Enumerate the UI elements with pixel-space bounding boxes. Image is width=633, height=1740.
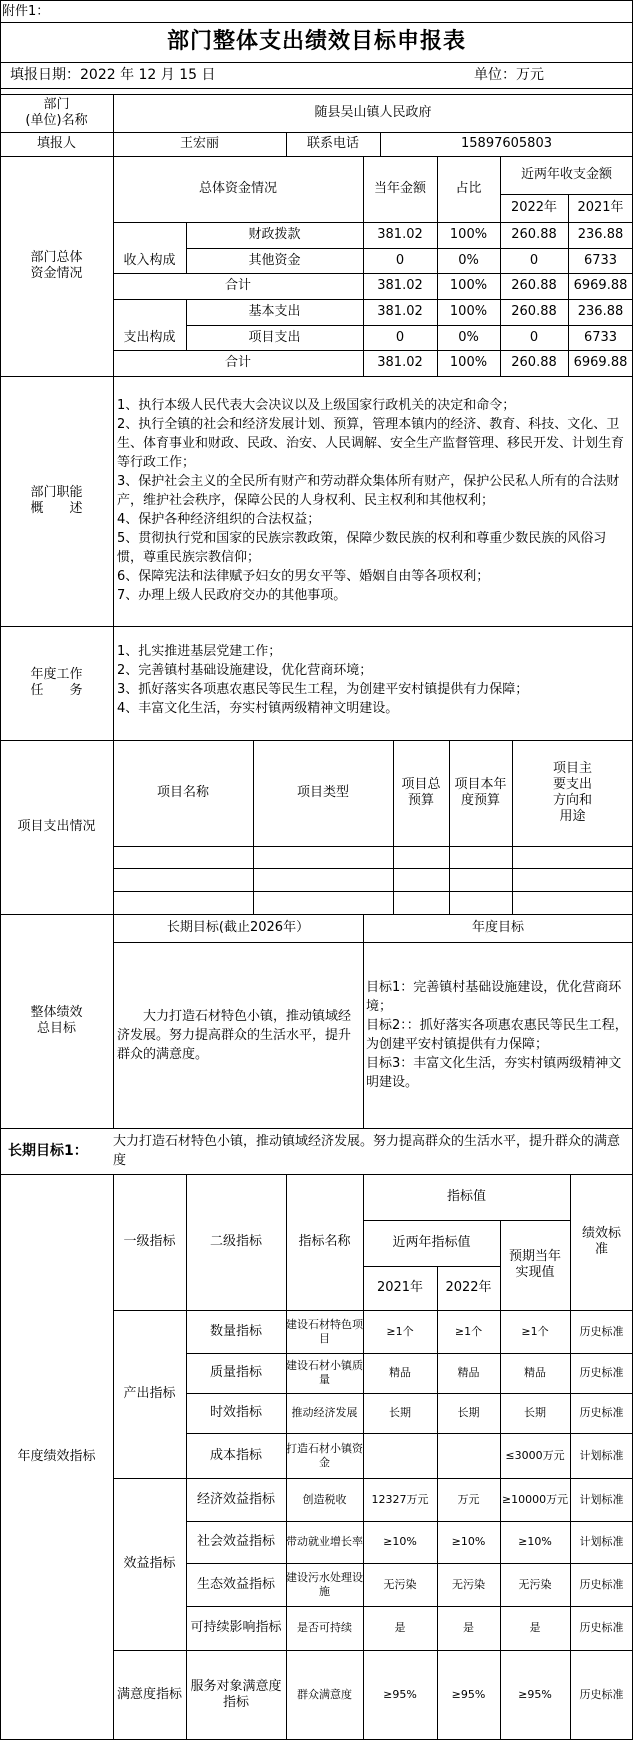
standard-value: 历史标准 bbox=[579, 1366, 624, 1379]
funds-section-label: 部门总体 资金情况 bbox=[30, 250, 83, 281]
expected-value: ≥10% bbox=[518, 1535, 552, 1548]
fund-2021-value: 236.88 bbox=[577, 227, 624, 242]
fund-row-name: 财政拨款 bbox=[248, 227, 301, 242]
level2-indicator: 时效指标 bbox=[209, 1405, 262, 1420]
project-column-header: 项目名称 bbox=[156, 785, 209, 800]
value-2021: ≥10% bbox=[383, 1535, 417, 1548]
expected-value: ≥10000万元 bbox=[501, 1492, 569, 1506]
fund-row-name: 基本支出 bbox=[248, 304, 301, 319]
value-2022: 无污染 bbox=[452, 1577, 485, 1591]
expected-value: ≥95% bbox=[518, 1688, 552, 1701]
level2-indicator: 经济效益指标 bbox=[196, 1491, 275, 1507]
level1-indicator: 产出指标 bbox=[123, 1386, 176, 1401]
list-item: 4、保护各种经济组织的合法权益； bbox=[117, 512, 321, 527]
fund-ratio-value: 0% bbox=[458, 252, 479, 268]
long-goal-1-text: 大力打造石材特色小镇，推动镇域经济发展。努力提高群众的生活水平，提升群众的满意度 bbox=[113, 1134, 621, 1168]
report-date: 填报日期：2022 年 12 月 15 日 bbox=[10, 67, 216, 83]
fund-2022-value: 0 bbox=[529, 252, 539, 268]
standard-header: 绩效标 准 bbox=[581, 1226, 621, 1257]
fund-2021-value: 6733 bbox=[583, 329, 618, 345]
expense-label: 支出构成 bbox=[123, 329, 176, 345]
fund-ratio-value: 100% bbox=[449, 227, 488, 242]
two-year-header: 近两年收支金额 bbox=[520, 167, 612, 182]
goals-label: 整体绩效 总目标 bbox=[30, 1005, 83, 1036]
fund-row-name: 合计 bbox=[224, 278, 251, 293]
value-2022: ≥1个 bbox=[454, 1324, 483, 1338]
projects-label: 项目支出情况 bbox=[17, 819, 96, 834]
fund-current-value: 381.02 bbox=[377, 355, 423, 370]
level2-indicator: 服务对象满意度指标 bbox=[190, 1679, 282, 1710]
value-2021: 精品 bbox=[389, 1366, 411, 1379]
overall-funds-header: 总体资金情况 bbox=[198, 181, 277, 196]
value-2022 bbox=[437, 1433, 500, 1478]
duties-label: 部门职能 概 述 bbox=[30, 485, 83, 516]
list-item: 3、抓好落实各项惠农惠民等民生工程，为创建平安村镇提供有力保障； bbox=[117, 682, 529, 697]
standard-value: 历史标准 bbox=[579, 1406, 624, 1419]
fund-ratio-value: 100% bbox=[449, 355, 488, 370]
annual-text: 目标1：完善镇村基础设施建设，优化营商环境； 目标2：：抓好落实各项惠农惠民等民生工程，为创建平安村镇提供有力保障； 目标3：丰富文化生活，夯实村镇两级精神文明建设。 bbox=[366, 980, 628, 1090]
value-2022: 万元 bbox=[457, 1492, 480, 1506]
expected-value: 是 bbox=[529, 1621, 541, 1634]
dept-name-label: 部门 (单位)名称 bbox=[25, 97, 88, 128]
value-2022: 是 bbox=[463, 1621, 474, 1634]
standard-value: 历史标准 bbox=[579, 1621, 624, 1634]
value-2021: ≥1个 bbox=[386, 1324, 414, 1338]
value-2021-header: 2021年 bbox=[376, 1280, 424, 1295]
standard-value: 历史标准 bbox=[579, 1324, 624, 1338]
list-item: 1、执行本级人民代表大会决议以及上级国家行政机关的决定和命令； bbox=[117, 398, 516, 413]
fund-ratio-value: 0% bbox=[458, 329, 479, 345]
tasks-label: 年度工作 任 务 bbox=[30, 667, 83, 698]
unit-label: 单位：万元 bbox=[474, 67, 544, 83]
value-2021: 长期 bbox=[389, 1406, 411, 1419]
value-2021: 是 bbox=[394, 1621, 406, 1634]
level1-indicator: 效益指标 bbox=[123, 1556, 176, 1571]
expected-value: ≤3000万元 bbox=[505, 1448, 565, 1462]
filler-value: 王宏丽 bbox=[179, 136, 219, 151]
indicator-name: 带动就业增长率 bbox=[286, 1535, 363, 1548]
list-item: 2、执行全镇的社会和经济发展计划、预算，管理本镇内的经济、教育、科技、文化、卫生、体育事业和财政、民政、治安、人民调解、安全生产监督管理、移民开发、计划生育等行政工作； bbox=[117, 417, 625, 470]
fund-current-value: 381.02 bbox=[377, 227, 423, 242]
level1-header: 一级指标 bbox=[123, 1234, 176, 1249]
list-item: 4、丰富文化生活，夯实村镇两级精神文明建设。 bbox=[117, 701, 399, 716]
fund-ratio-value: 100% bbox=[449, 278, 488, 293]
list-item: 1、扎实推进基层党建工作； bbox=[117, 644, 282, 659]
fund-2022-value: 260.88 bbox=[511, 304, 557, 319]
attachment-label: 附件1： bbox=[2, 4, 50, 19]
project-column-header: 项目主 要支出 方向和 用途 bbox=[552, 761, 592, 824]
fund-2021-value: 6969.88 bbox=[573, 278, 628, 293]
standard-value: 计划标准 bbox=[579, 1448, 624, 1462]
level2-header: 二级指标 bbox=[209, 1234, 262, 1249]
level2-indicator: 质量指标 bbox=[209, 1365, 262, 1380]
standard-value: 历史标准 bbox=[579, 1688, 624, 1701]
indicators-label: 年度绩效指标 bbox=[17, 1449, 96, 1464]
tasks-text bbox=[117, 642, 629, 718]
fund-row-name: 其他资金 bbox=[248, 252, 301, 268]
list-item: 5、贯彻执行党和国家的民族宗教政策，保障少数民族的权利和尊重少数民族的风俗习惯，尊重民族宗教信仰； bbox=[117, 531, 607, 565]
fund-current-value: 381.02 bbox=[377, 304, 423, 319]
level2-indicator: 生态效益指标 bbox=[196, 1576, 275, 1592]
expected-value: 无污染 bbox=[518, 1577, 552, 1591]
indicator-name: 打造石材小镇资金 bbox=[286, 1441, 363, 1469]
fund-2022-value: 260.88 bbox=[511, 278, 557, 293]
standard-value: 计划标准 bbox=[579, 1535, 624, 1548]
list-item: 3、保护社会主义的全民所有财产和劳动群众集体所有财产，保护公民私人所有的合法财产，维护社会秩序，保障公民的人身权利、民主权利和其他权利； bbox=[117, 474, 620, 508]
fund-row-name: 项目支出 bbox=[248, 329, 301, 345]
expected-value: 精品 bbox=[524, 1366, 546, 1379]
list-item: 7、办理上级人民政府交办的其他事项。 bbox=[117, 588, 347, 603]
value-2021: 12327万元 bbox=[371, 1492, 429, 1506]
value-2022-header: 2022年 bbox=[445, 1280, 492, 1295]
value-2022: ≥10% bbox=[451, 1535, 486, 1548]
list-item: 2、完善镇村基础设施建设，优化营商环境； bbox=[117, 663, 373, 678]
fund-2021-value: 6969.88 bbox=[573, 355, 628, 370]
value-2021: 无污染 bbox=[383, 1577, 417, 1591]
two-year-value-header: 近两年指标值 bbox=[392, 1235, 471, 1250]
value-2022: 精品 bbox=[457, 1366, 480, 1379]
project-column-header: 项目本年 度预算 bbox=[454, 777, 507, 808]
indicator-name: 群众满意度 bbox=[297, 1688, 352, 1701]
standard-value: 计划标准 bbox=[579, 1492, 624, 1506]
standard-value: 历史标准 bbox=[579, 1577, 624, 1591]
value-2021 bbox=[363, 1433, 437, 1478]
long-term-header: 长期目标(截止2026年） bbox=[166, 920, 310, 935]
fund-2021-value: 6733 bbox=[583, 252, 618, 268]
indicator-name-header: 指标名称 bbox=[298, 1234, 351, 1249]
phone-value: 15897605803 bbox=[461, 136, 552, 151]
fund-2022-value: 260.88 bbox=[511, 227, 557, 242]
page-title: 部门整体支出绩效目标申报表 bbox=[166, 29, 466, 54]
current-amount-header: 当年金额 bbox=[373, 181, 426, 196]
project-column-header: 项目总 预算 bbox=[401, 777, 441, 808]
annual-header: 年度目标 bbox=[471, 920, 524, 935]
indicator-name: 推动经济发展 bbox=[291, 1406, 358, 1419]
long-goal-1-label: 长期目标1： bbox=[8, 1143, 88, 1159]
level2-indicator: 社会效益指标 bbox=[196, 1534, 275, 1549]
indicator-name: 建设污水处理设施 bbox=[286, 1570, 363, 1598]
fund-current-value: 381.02 bbox=[377, 278, 423, 293]
ratio-header: 占比 bbox=[455, 181, 482, 196]
indicator-name: 建设石材小镇质量 bbox=[286, 1359, 363, 1386]
dept-name-value: 随县吴山镇人民政府 bbox=[314, 105, 432, 120]
indicator-value-header: 指标值 bbox=[446, 1189, 486, 1204]
fund-current-value: 0 bbox=[395, 252, 405, 268]
income-label: 收入构成 bbox=[123, 252, 176, 268]
expected-value-header: 预期当年 实现值 bbox=[508, 1249, 561, 1280]
value-2021: ≥95% bbox=[383, 1688, 417, 1701]
value-2022: 长期 bbox=[457, 1406, 480, 1419]
fund-row-name: 合计 bbox=[224, 355, 251, 370]
fund-current-value: 0 bbox=[395, 329, 405, 345]
value-2022: ≥95% bbox=[451, 1688, 486, 1701]
duties-text bbox=[117, 396, 629, 605]
indicator-name: 是否可持续 bbox=[297, 1621, 352, 1634]
year-2021-header: 2021年 bbox=[577, 200, 624, 215]
level2-indicator: 可持续影响指标 bbox=[190, 1620, 282, 1635]
long-term-text: 大力打造石材特色小镇，推动镇域经济发展。努力提高群众的生活水平，提升群众的满意度。 bbox=[117, 1008, 352, 1062]
list-item: 6、保障宪法和法律赋予妇女的男女平等、婚姻自由等各项权利； bbox=[117, 569, 490, 584]
year-2022-header: 2022年 bbox=[510, 200, 558, 215]
fund-2022-value: 0 bbox=[529, 329, 539, 345]
expected-value: ≥1个 bbox=[521, 1324, 549, 1338]
indicator-name: 创造税收 bbox=[302, 1492, 347, 1506]
project-column-header: 项目类型 bbox=[296, 785, 349, 800]
fund-2021-value: 236.88 bbox=[577, 304, 624, 319]
fund-ratio-value: 100% bbox=[449, 304, 488, 319]
expected-value: 长期 bbox=[524, 1406, 546, 1419]
level2-indicator: 数量指标 bbox=[209, 1323, 262, 1339]
fund-2022-value: 260.88 bbox=[511, 355, 557, 370]
level2-indicator: 成本指标 bbox=[209, 1447, 262, 1463]
filler-label: 填报人 bbox=[36, 136, 76, 151]
phone-label: 联系电话 bbox=[306, 136, 359, 151]
level1-indicator: 满意度指标 bbox=[116, 1687, 182, 1702]
indicator-name: 建设石材特色项目 bbox=[286, 1317, 363, 1345]
